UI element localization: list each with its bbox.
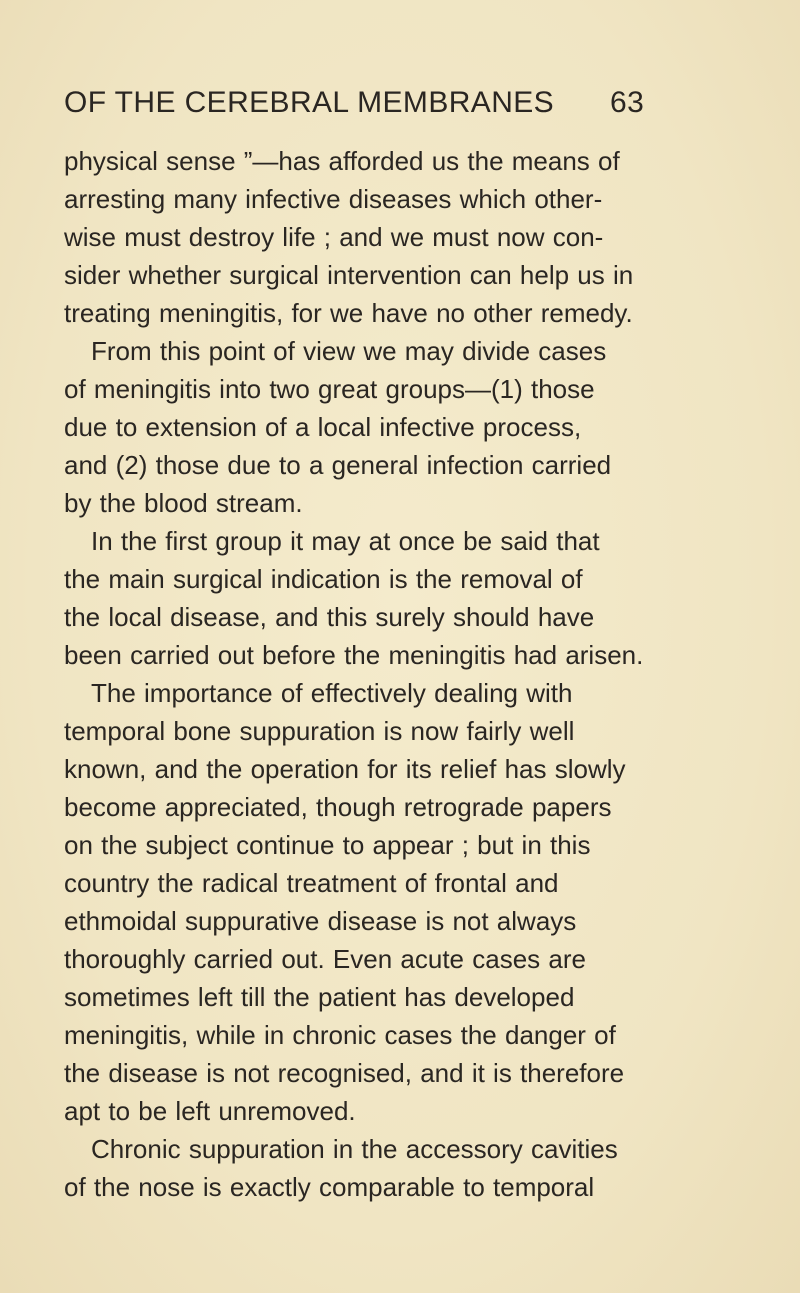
text-line: sider whether surgical intervention can help us in [64,260,634,290]
text-line: ethmoidal suppurative disease is not always [64,906,577,936]
page-number: 63 [610,86,645,119]
text-line: treating meningitis, for we have no other remedy. [64,298,633,328]
text-line: temporal bone suppuration is now fairly well [64,716,575,746]
text-line: wise must destroy life ; and we must now con- [64,222,604,252]
text-line: become appreciated, though retrograde papers [64,792,612,822]
text-line: the main surgical indication is the removal of [64,564,583,594]
text-line: on the subject continue to appear ; but in this [64,830,591,860]
text-line: of the nose is exactly comparable to temporal [64,1172,595,1202]
text-line: country the radical treatment of frontal and [64,868,559,898]
text-line: of meningitis into two great groups—(1) those [64,374,595,404]
text-line: due to extension of a local infective process, [64,412,582,442]
text-line: thoroughly carried out. Even acute cases are [64,944,586,974]
text-line: sometimes left till the patient has developed [64,982,575,1012]
running-header [64,86,664,126]
text-line: The importance of effectively dealing with [91,678,573,708]
text-line: Chronic suppuration in the accessory cavities [91,1134,618,1164]
text-line: arresting many infective diseases which other- [64,184,603,214]
text-line: meningitis, while in chronic cases the danger of [64,1020,616,1050]
text-line: physical sense ”—has afforded us the means of [64,146,620,176]
text-line: by the blood stream. [64,488,303,518]
text-line: and (2) those due to a general infection carried [64,450,612,480]
text-line: In the first group it may at once be said that [91,526,600,556]
text-line: the disease is not recognised, and it is therefore [64,1058,625,1088]
text-line: From this point of view we may divide cases [91,336,607,366]
text-line: known, and the operation for its relief has slowly [64,754,626,784]
text-line: been carried out before the meningitis had arisen. [64,640,644,670]
text-line: the local disease, and this surely should have [64,602,595,632]
text-line: apt to be left unremoved. [64,1096,356,1126]
running-head-title: OF THE CEREBRAL MEMBRANES [64,86,555,119]
